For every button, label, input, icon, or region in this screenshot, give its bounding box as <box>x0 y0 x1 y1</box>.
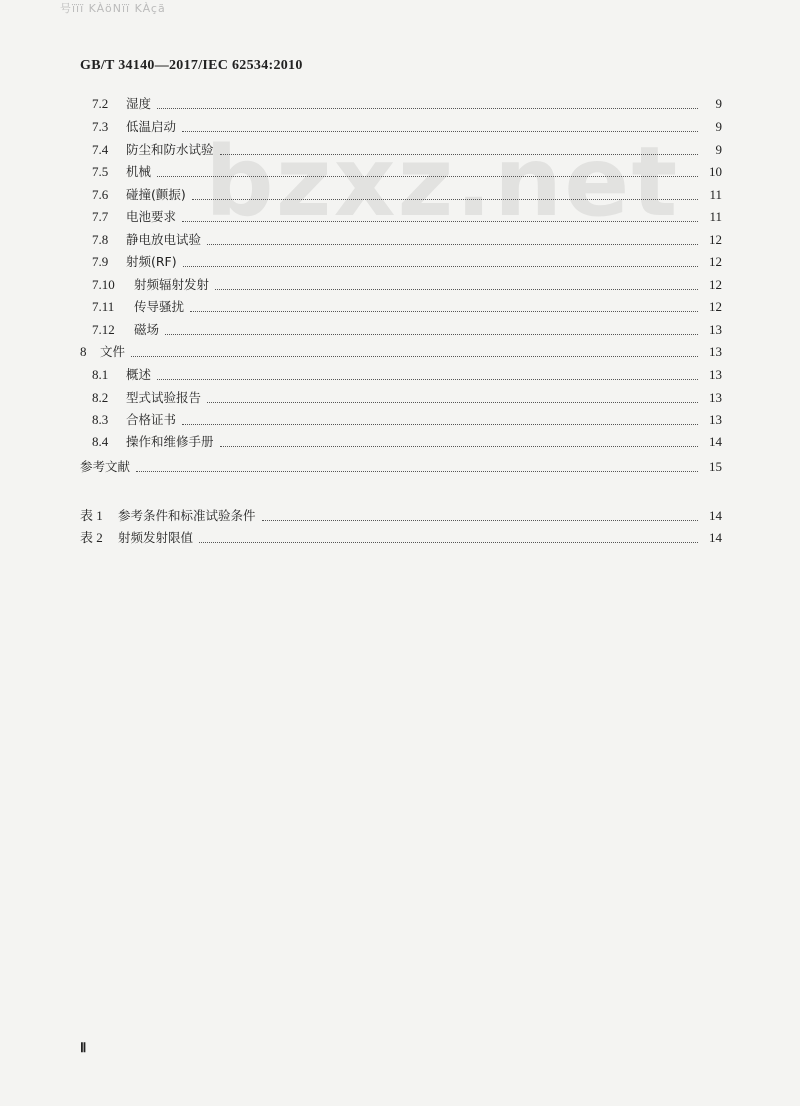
toc-page: 9 <box>715 142 722 157</box>
toc-number: 8.2 <box>92 390 109 405</box>
toc-page: 13 <box>709 390 722 405</box>
toc-leader <box>131 356 698 357</box>
toc-entry[interactable] <box>0 526 800 546</box>
toc-entry[interactable] <box>0 115 800 135</box>
toc-page: 10 <box>709 164 722 179</box>
toc-number: 8.4 <box>92 434 109 449</box>
toc-number: 8 <box>80 344 87 359</box>
toc-entry[interactable] <box>0 228 800 248</box>
toc-page: 12 <box>709 254 722 269</box>
toc-title: 射频(RF) <box>126 254 177 269</box>
toc-entry[interactable] <box>0 386 800 406</box>
toc-leader <box>207 402 698 403</box>
toc-number: 表 2 <box>80 530 103 545</box>
toc-number: 表 1 <box>80 508 103 523</box>
toc-number: 7.11 <box>92 299 115 314</box>
watermark: bzxz.net <box>205 126 680 238</box>
toc-leader <box>207 244 698 245</box>
toc-entry[interactable] <box>0 363 800 383</box>
toc-title: 参考条件和标准试验条件 <box>118 508 256 523</box>
toc-page: 15 <box>709 459 722 474</box>
toc-leader <box>183 266 698 267</box>
toc-number: 7.4 <box>92 142 109 157</box>
toc-number: 7.3 <box>92 119 109 134</box>
toc-leader <box>192 199 698 200</box>
standard-header: GB/T 34140—2017/IEC 62534:2010 <box>80 58 303 73</box>
toc-title: 合格证书 <box>126 412 177 427</box>
toc-page: 14 <box>709 434 722 449</box>
toc-entry[interactable] <box>0 340 800 360</box>
toc-title: 电池要求 <box>126 209 177 224</box>
toc-page: 9 <box>715 119 722 134</box>
toc-leader <box>199 542 698 543</box>
toc-leader <box>157 379 698 380</box>
toc-number: 7.6 <box>92 187 109 202</box>
toc-page: 12 <box>709 299 722 314</box>
toc-entry[interactable] <box>0 430 800 450</box>
toc-entry[interactable] <box>0 318 800 338</box>
toc-page: 11 <box>709 209 722 224</box>
toc-title: 低温启动 <box>126 119 177 134</box>
toc-leader <box>157 108 698 109</box>
toc-title: 机械 <box>126 164 152 179</box>
toc-title: 参考文献 <box>80 459 131 474</box>
toc-entry[interactable] <box>0 183 800 203</box>
toc-page: 13 <box>709 322 722 337</box>
top-garbled-text: 号ïïï KÀöNïï KÀçã <box>60 2 166 15</box>
toc-number: 7.2 <box>92 96 109 111</box>
toc-title: 静电放电试验 <box>126 232 202 247</box>
toc-number: 7.5 <box>92 164 109 179</box>
toc-number: 7.8 <box>92 232 109 247</box>
toc-leader <box>182 221 698 222</box>
toc-leader <box>182 424 698 425</box>
toc-title: 射频辐射发射 <box>134 277 210 292</box>
toc-entry[interactable] <box>0 138 800 158</box>
toc-page: 9 <box>715 96 722 111</box>
toc-title: 磁场 <box>134 322 160 337</box>
toc-leader <box>190 311 698 312</box>
toc-leader <box>157 176 698 177</box>
toc-title: 碰撞(颤振) <box>126 187 186 202</box>
toc-page: 13 <box>709 412 722 427</box>
toc-title: 文件 <box>100 344 126 359</box>
footer-page-number: Ⅱ <box>80 1040 87 1055</box>
toc-entry[interactable] <box>0 408 800 428</box>
toc-entry[interactable] <box>0 205 800 225</box>
toc-title: 概述 <box>126 367 152 382</box>
toc-entry[interactable] <box>0 92 800 112</box>
toc-leader <box>215 289 698 290</box>
toc-page: 14 <box>709 530 722 545</box>
toc-leader <box>262 520 698 521</box>
toc-page: 12 <box>709 232 722 247</box>
toc-title: 型式试验报告 <box>126 390 202 405</box>
toc-entry[interactable] <box>0 504 800 524</box>
toc-leader <box>165 334 698 335</box>
toc-title: 湿度 <box>126 96 152 111</box>
toc-number: 8.1 <box>92 367 109 382</box>
toc-page: 12 <box>709 277 722 292</box>
toc-leader <box>136 471 698 472</box>
toc-leader <box>182 131 698 132</box>
toc-number: 7.12 <box>92 322 115 337</box>
toc-page: 11 <box>709 187 722 202</box>
toc-title: 传导骚扰 <box>134 299 185 314</box>
toc-page: 13 <box>709 344 722 359</box>
toc-entry[interactable] <box>0 160 800 180</box>
toc-page: 14 <box>709 508 722 523</box>
toc-entry[interactable] <box>0 295 800 315</box>
toc-title: 射频发射限值 <box>118 530 194 545</box>
toc-title: 操作和维修手册 <box>126 434 214 449</box>
toc-number: 8.3 <box>92 412 109 427</box>
toc-leader <box>220 446 698 447</box>
toc-entry[interactable] <box>0 455 800 475</box>
toc-page: 13 <box>709 367 722 382</box>
toc-title: 防尘和防水试验 <box>126 142 214 157</box>
toc-number: 7.10 <box>92 277 115 292</box>
toc-entry[interactable] <box>0 250 800 270</box>
toc-number: 7.9 <box>92 254 109 269</box>
toc-number: 7.7 <box>92 209 109 224</box>
toc-leader <box>220 154 698 155</box>
toc-entry[interactable] <box>0 273 800 293</box>
